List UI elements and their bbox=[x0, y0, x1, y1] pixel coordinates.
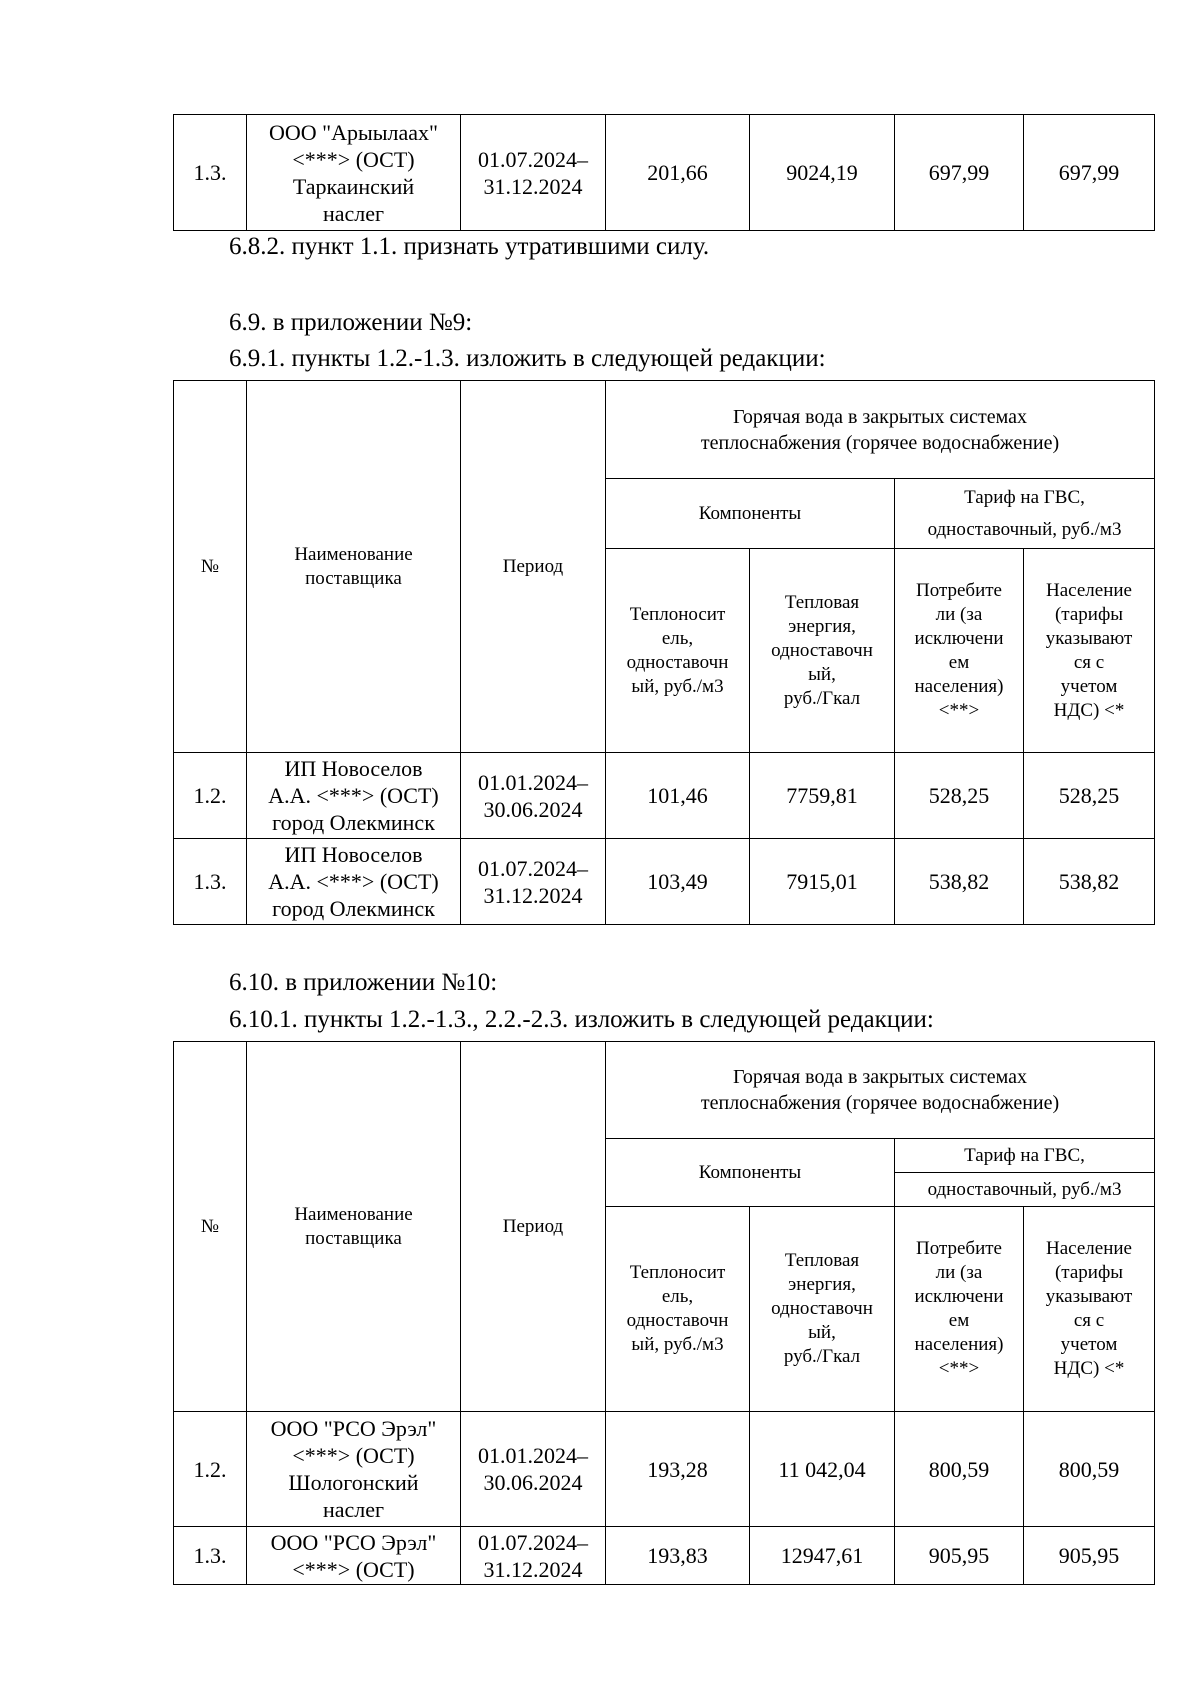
value-population: 528,25 bbox=[1024, 753, 1155, 839]
header-population: Население (тарифы указывают ся с учетом НДС) <* bbox=[1024, 549, 1155, 753]
value-heat-carrier: 193,83 bbox=[606, 1527, 750, 1585]
value-heat-energy: 7915,01 bbox=[750, 839, 895, 925]
supplier-name: ИП Новоселов А.А. <***> (ОСТ) город Олекминск bbox=[247, 753, 461, 839]
header-supplier: Наименование поставщика bbox=[247, 381, 461, 753]
header-tariff-line1: Тариф на ГВС, bbox=[895, 1139, 1155, 1173]
header-population: Население (тарифы указывают ся с учетом НДС) <* bbox=[1024, 1207, 1155, 1412]
value-consumers: 905,95 bbox=[895, 1527, 1024, 1585]
value-heat-carrier: 193,28 bbox=[606, 1412, 750, 1527]
tariff-table-10 bbox=[173, 1041, 1155, 1585]
value-heat-carrier: 201,66 bbox=[606, 115, 750, 231]
paragraph-6-9: 6.9. в приложении №9: bbox=[229, 309, 473, 336]
header-consumers: Потребите ли (за исключени ем населения) <**> bbox=[895, 1207, 1024, 1412]
period: 01.01.2024– 30.06.2024 bbox=[461, 753, 606, 839]
row-number: 1.2. bbox=[174, 753, 247, 839]
header-period: Период bbox=[461, 381, 606, 753]
value-population: 538,82 bbox=[1024, 839, 1155, 925]
period: 01.07.2024– 31.12.2024 bbox=[461, 839, 606, 925]
period: 01.07.2024– 31.12.2024 bbox=[461, 1527, 606, 1585]
value-population: 800,59 bbox=[1024, 1412, 1155, 1527]
value-population: 697,99 bbox=[1024, 115, 1155, 231]
value-heat-energy: 7759,81 bbox=[750, 753, 895, 839]
paragraph-6-10-1: 6.10.1. пункты 1.2.-1.3., 2.2.-2.3. изложить в следующей редакции: bbox=[229, 1006, 934, 1033]
table-row bbox=[174, 839, 1155, 925]
header-tariff-line2: одноставочный, руб./м3 bbox=[895, 1173, 1155, 1207]
header-hot-water: Горячая вода в закрытых системах теплоснабжения (горячее водоснабжение) bbox=[606, 1042, 1155, 1139]
header-hot-water: Горячая вода в закрытых системах теплоснабжения (горячее водоснабжение) bbox=[606, 381, 1155, 479]
paragraph-6-9-1: 6.9.1. пункты 1.2.-1.3. изложить в следующей редакции: bbox=[229, 345, 826, 372]
value-consumers: 800,59 bbox=[895, 1412, 1024, 1527]
tariff-table-9 bbox=[173, 380, 1155, 925]
header-period: Период bbox=[461, 1042, 606, 1412]
paragraph-6-10: 6.10. в приложении №10: bbox=[229, 969, 498, 996]
value-heat-energy: 9024,19 bbox=[750, 115, 895, 231]
row-number: 1.3. bbox=[174, 1527, 247, 1585]
supplier-name: ООО "Арыылаах" <***> (ОСТ) Таркаинский наслег bbox=[247, 115, 461, 231]
table-row bbox=[174, 753, 1155, 839]
header-consumers: Потребите ли (за исключени ем населения) <**> bbox=[895, 549, 1024, 753]
value-heat-carrier: 101,46 bbox=[606, 753, 750, 839]
supplier-name: ООО "РСО Эрэл" <***> (ОСТ) bbox=[247, 1527, 461, 1585]
table-row bbox=[174, 115, 1155, 231]
header-heat-carrier: Теплоносит ель, одноставочн ый, руб./м3 bbox=[606, 549, 750, 753]
table-row bbox=[174, 1527, 1155, 1585]
header-heat-energy: Тепловая энергия, одноставочн ый, руб./Гкал bbox=[750, 1207, 895, 1412]
table-row bbox=[174, 1412, 1155, 1527]
top-table bbox=[173, 114, 1155, 231]
supplier-name: ИП Новоселов А.А. <***> (ОСТ) город Олекминск bbox=[247, 839, 461, 925]
paragraph-6-8-2: 6.8.2. пункт 1.1. признать утратившими силу. bbox=[229, 233, 710, 260]
header-number: № bbox=[174, 1042, 247, 1412]
period: 01.01.2024– 30.06.2024 bbox=[461, 1412, 606, 1527]
header-supplier: Наименование поставщика bbox=[247, 1042, 461, 1412]
value-consumers: 528,25 bbox=[895, 753, 1024, 839]
supplier-name: ООО "РСО Эрэл" <***> (ОСТ) Шологонский наслег bbox=[247, 1412, 461, 1527]
header-tariff: Тариф на ГВС, одноставочный, руб./м3 bbox=[895, 479, 1155, 549]
row-number: 1.2. bbox=[174, 1412, 247, 1527]
header-components: Компоненты bbox=[606, 1139, 895, 1207]
value-heat-carrier: 103,49 bbox=[606, 839, 750, 925]
value-heat-energy: 11 042,04 bbox=[750, 1412, 895, 1527]
header-heat-carrier: Теплоносит ель, одноставочн ый, руб./м3 bbox=[606, 1207, 750, 1412]
value-consumers: 538,82 bbox=[895, 839, 1024, 925]
header-heat-energy: Тепловая энергия, одноставочн ый, руб./Гкал bbox=[750, 549, 895, 753]
period: 01.07.2024– 31.12.2024 bbox=[461, 115, 606, 231]
row-number: 1.3. bbox=[174, 115, 247, 231]
row-number: 1.3. bbox=[174, 839, 247, 925]
value-consumers: 697,99 bbox=[895, 115, 1024, 231]
value-heat-energy: 12947,61 bbox=[750, 1527, 895, 1585]
value-population: 905,95 bbox=[1024, 1527, 1155, 1585]
header-components: Компоненты bbox=[606, 479, 895, 549]
header-number: № bbox=[174, 381, 247, 753]
